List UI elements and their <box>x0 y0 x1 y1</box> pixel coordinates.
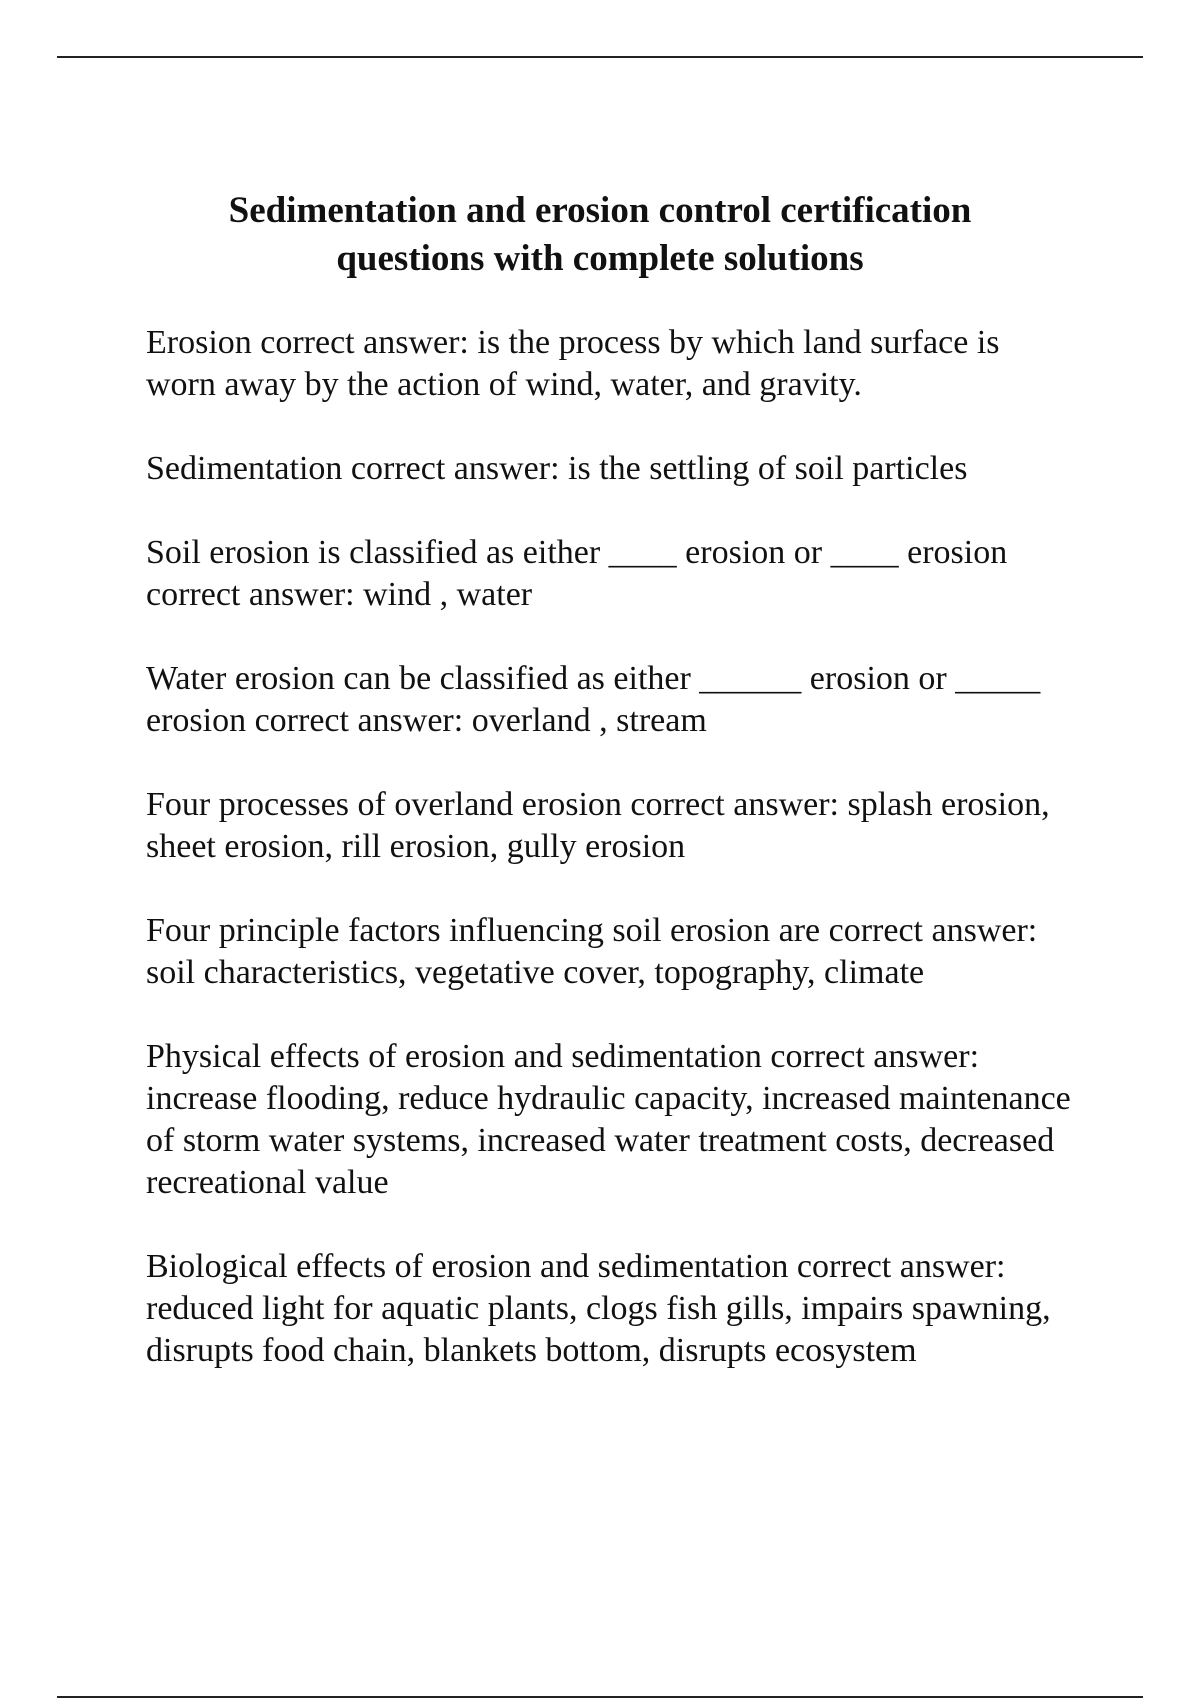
title-line-1: Sedimentation and erosion control certification <box>228 190 972 231</box>
qa-item-sedimentation: Sedimentation correct answer: is the settling of soil particles <box>146 450 968 487</box>
qa-item-principle-factors: Four principle factors influencing soil erosion are correct answer: soil characteristics, vegetative cover, topography, climate <box>146 912 1038 991</box>
qa-item-overland-processes: Four processes of overland erosion correct answer: splash erosion, sheet erosion, rill erosion, gully erosion <box>146 786 1050 865</box>
qa-item-soil-erosion-classes: Soil erosion is classified as either ____ erosion or ____ erosion correct answer: wind , water <box>146 534 1008 613</box>
qa-list <box>146 322 1076 1414</box>
title-line-2: questions with complete solutions <box>336 238 864 279</box>
qa-item-biological-effects: Biological effects of erosion and sedimentation correct answer: reduced light for aquatic plants, clogs fish gills, impairs spawning, disrupts food chain, blankets bottom, disrupts ecosystem <box>146 1248 1051 1369</box>
qa-item-physical-effects: Physical effects of erosion and sedimentation correct answer: increase flooding, reduce hydraulic capacity, increased maintenance of storm water systems, increased water treatment costs, decreased recreational value <box>146 1038 1071 1201</box>
top-divider <box>57 56 1143 58</box>
bottom-divider <box>57 1696 1143 1698</box>
qa-item-water-erosion-classes: Water erosion can be classified as either ______ erosion or _____ erosion correct answer: overland , stream <box>146 660 1041 739</box>
page-title <box>0 187 1200 283</box>
qa-item-erosion: Erosion correct answer: is the process by which land surface is worn away by the action of wind, water, and gravity. <box>146 324 1000 403</box>
